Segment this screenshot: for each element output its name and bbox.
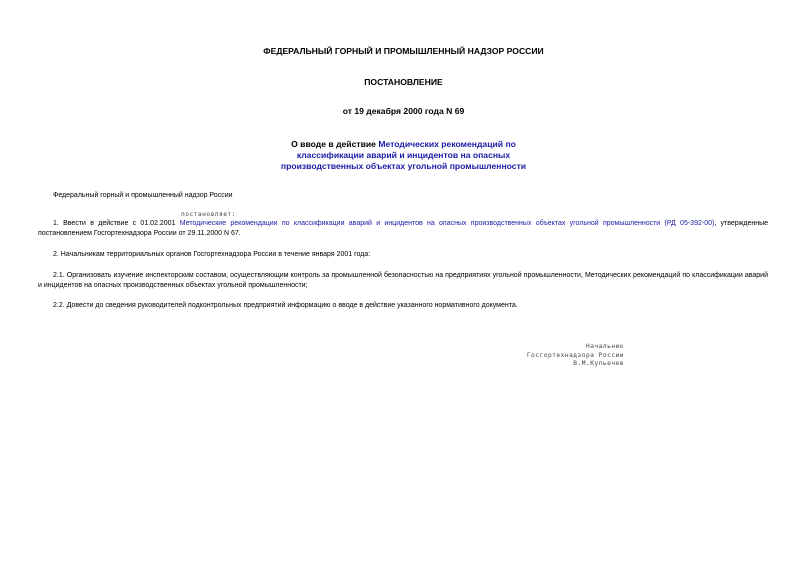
p1-prefix: 1. Ввести в действие с 01.02.2001 [53,220,180,227]
document-type: ПОСТАНОВЛЕНИЕ [364,77,443,87]
document-date: от 19 декабря 2000 года N 69 [342,106,465,116]
p1-suffix: , утвержденные постановлением Госгортехнадзора России от 29.11.2000 N 67. [38,220,768,237]
authority-line: Федеральный горный и промышленный надзор России [53,192,233,199]
signature-organization: Госгортехнадзора России [526,351,624,359]
agency-title: ФЕДЕРАЛЬНЫЙ ГОРНЫЙ И ПРОМЫШЛЕННЫЙ НАДЗОР РОССИИ [263,46,544,56]
signature-name: В.М.Кульечев [573,360,624,367]
p22-text: 2.2. Довести до сведения руководителей подконтрольных предприятий информацию о вводе в действие указанного нормативного документа. [53,302,518,309]
paragraph-2-2 [38,301,768,311]
subject-prefix: О вводе в действие [291,139,379,149]
document-subject [0,139,807,172]
p2-text: 2. Начальникам территориальных органов Госгортехнадзора России в течение января 2001 года: [53,251,371,258]
subject-link[interactable]: Методических рекомендаций по классификации аварий и инцидентов на опасных производственных объектах угольной промышленности [280,139,527,171]
signature-title: Начальник [585,343,624,350]
resolves-line: постановляет: [181,211,236,218]
paragraph-2-1 [38,271,768,290]
p21-text: 2.1. Организовать изучение инспекторским составом, осуществляющим контроль за промышленной безопасностью на предприятиях угольной промышленности, Методических рекомендаций по классификации аварий и инцидентов на опасных производственных объектах угольной промышленности; [38,272,768,289]
paragraph-1 [38,219,768,238]
signature-block [527,343,624,369]
p1-link[interactable]: Методические рекомендации по классификации аварий и инцидентов на опасных производственных объектах угольной промышленности (РД 05-392-00) [179,220,715,227]
paragraph-2 [38,250,768,260]
